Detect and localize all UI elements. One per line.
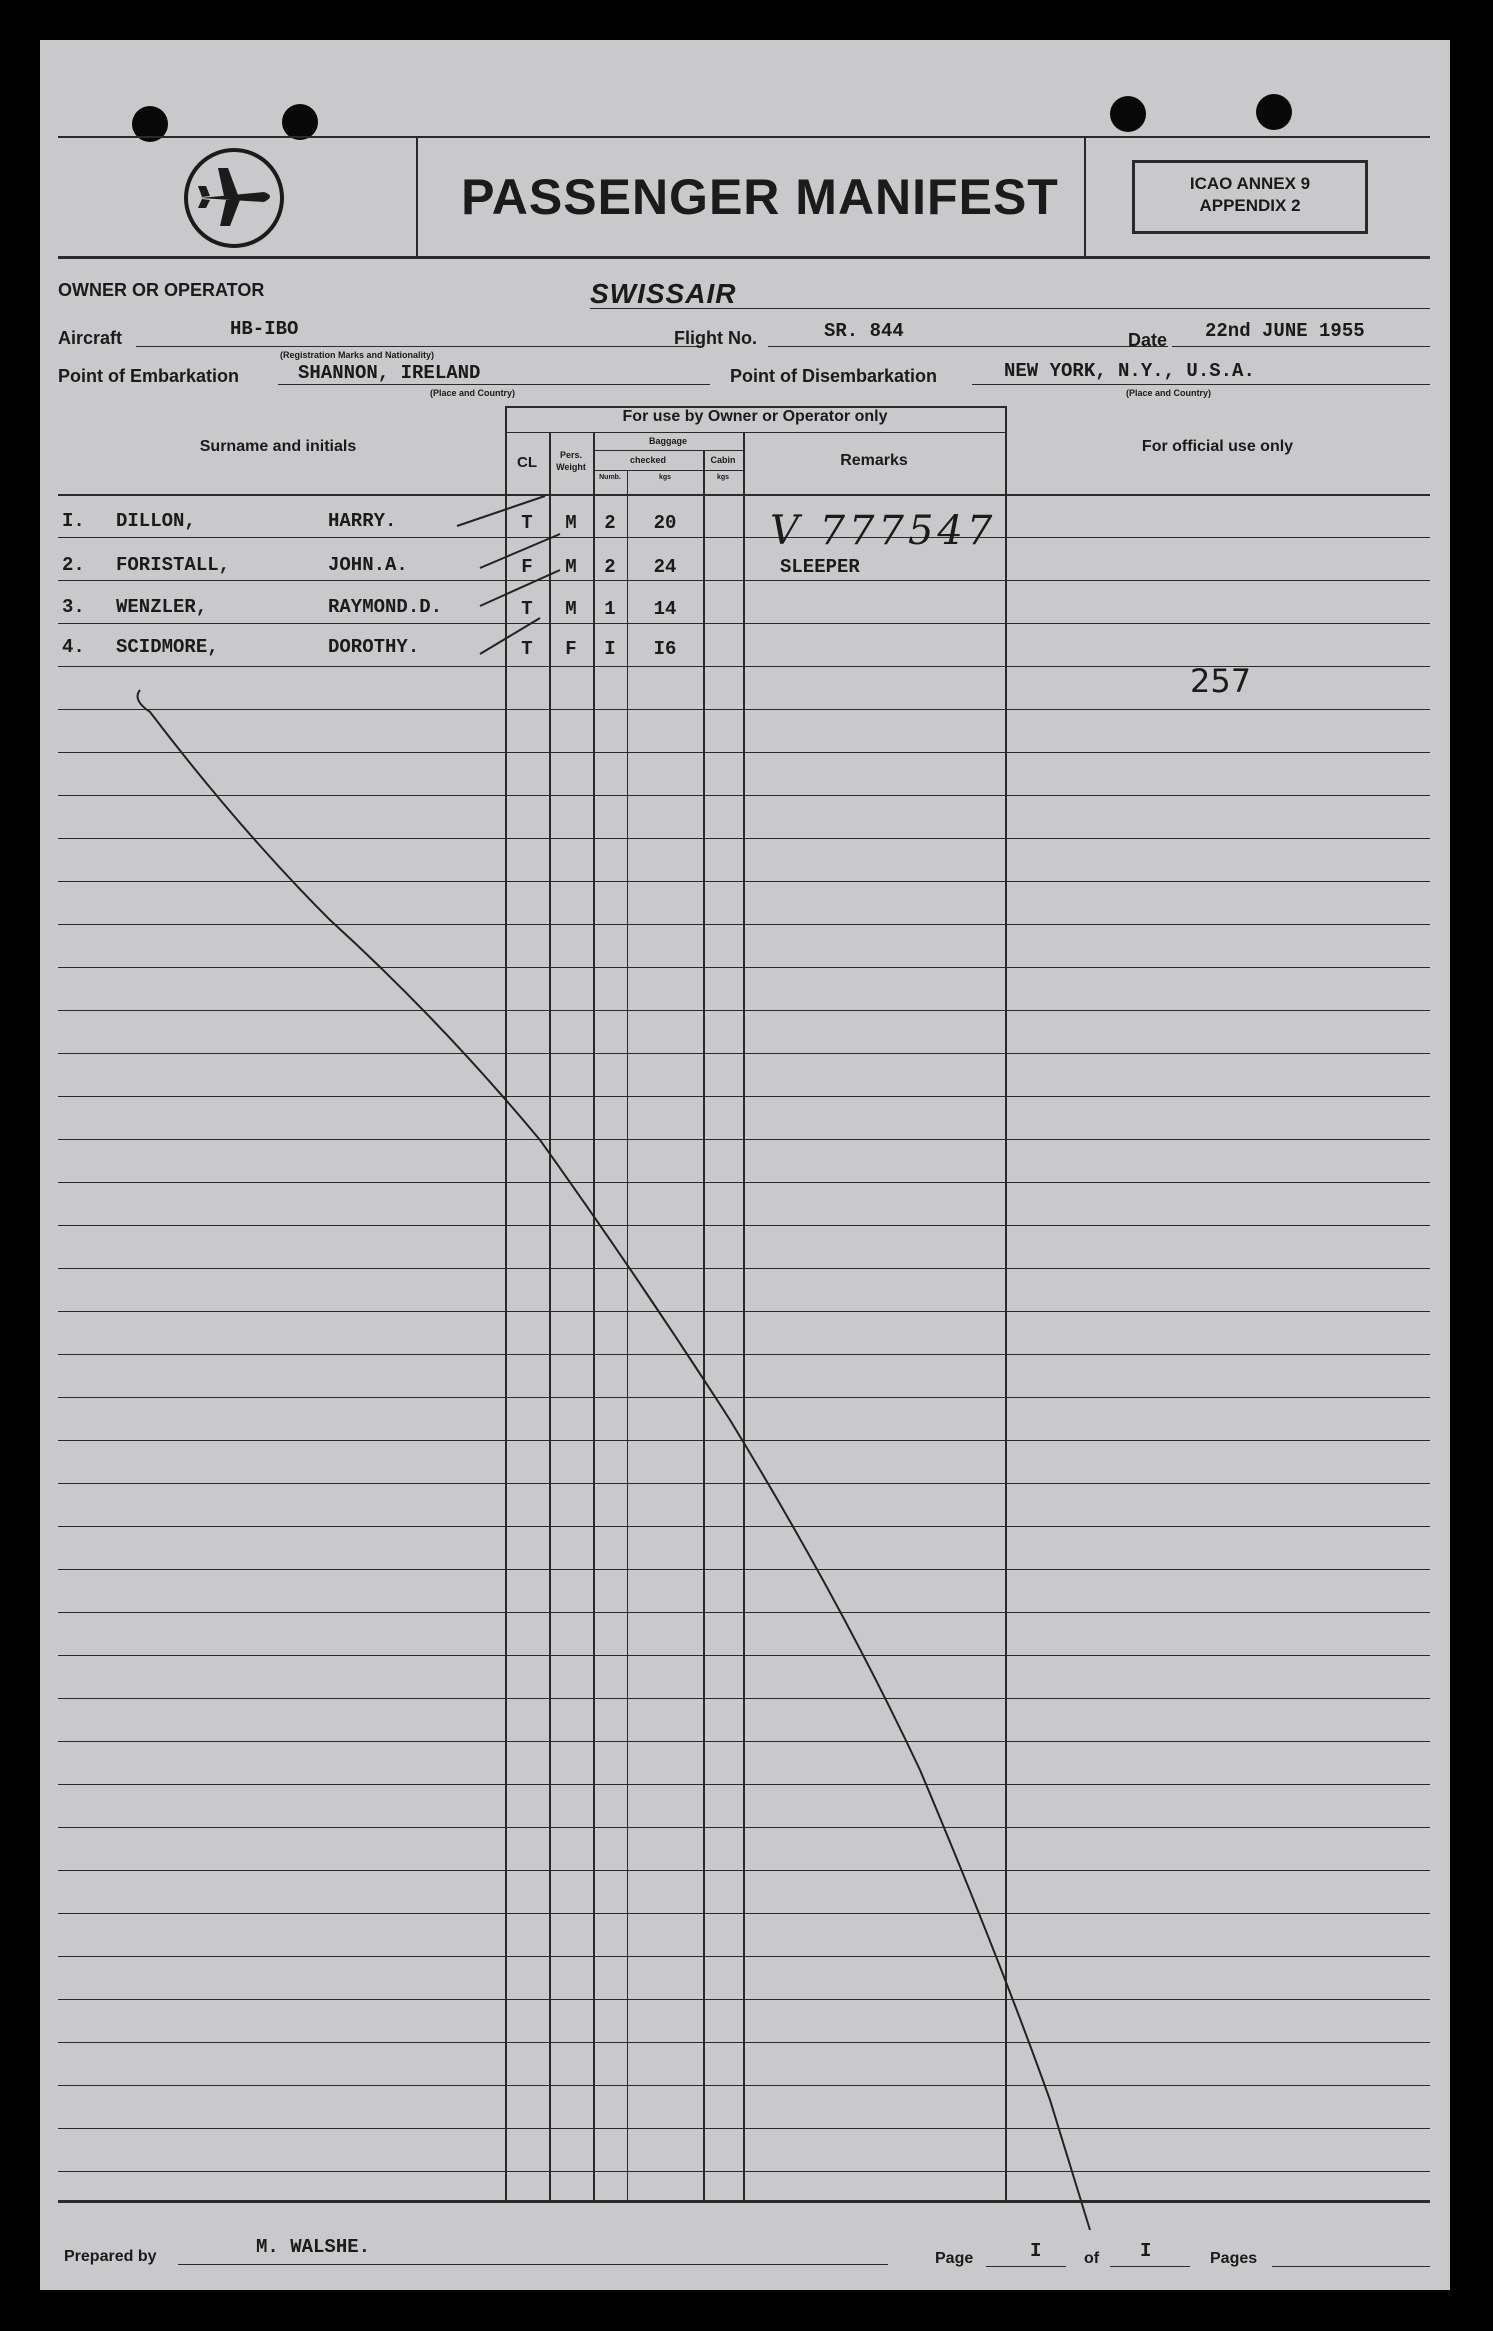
passenger-class: T: [521, 638, 533, 660]
baggage-count: 2: [604, 556, 616, 578]
void-line-stroke: [138, 690, 1090, 2230]
baggage-count: 1: [604, 598, 616, 620]
aircraft-label: Aircraft: [58, 328, 123, 348]
pers-header: Pers.: [559, 450, 583, 460]
passenger-surname: DILLON,: [116, 510, 196, 532]
passenger-number: 4.: [62, 636, 85, 658]
baggage-count: I: [604, 638, 616, 660]
embarkation-place-note: (Place and Country): [430, 388, 516, 398]
pages-label: Pages: [1210, 2250, 1258, 2267]
date-value: 22nd JUNE 1955: [1205, 320, 1365, 342]
pen-strokes: [40, 40, 1450, 2290]
manifest-page: [40, 40, 1450, 2290]
baggage-kgs: 20: [653, 512, 677, 534]
passenger-initials: JOHN.A.: [328, 554, 408, 576]
icao-annex: ICAO ANNEX 9: [1189, 174, 1311, 193]
check-stroke: [457, 496, 545, 526]
disembarkation-value: NEW YORK, N.Y., U.S.A.: [1004, 360, 1255, 382]
prepared-by-label: Prepared by: [64, 2248, 157, 2265]
baggage-kgs: I6: [653, 638, 677, 660]
pages-underline: [1272, 2266, 1430, 2267]
passenger-weight: F: [565, 638, 577, 660]
remarks-header: Remarks: [840, 452, 908, 469]
aircraft-value: HB-IBO: [230, 318, 299, 340]
passenger-class: F: [521, 556, 533, 578]
passenger-surname: SCIDMORE,: [116, 636, 219, 658]
baggage-kgs: 14: [653, 598, 677, 620]
passenger-number: I.: [62, 510, 85, 532]
surname-header: Surname and initials: [199, 438, 357, 455]
numb-header: Numb.: [599, 474, 621, 481]
passenger-remarks: SLEEPER: [780, 556, 860, 578]
page-value: I: [1030, 2240, 1042, 2262]
passenger-surname: WENZLER,: [116, 596, 208, 618]
page-title: PASSENGER MANIFEST: [461, 169, 1059, 225]
official-use-header: For official use only: [1141, 438, 1294, 455]
passenger-initials: DOROTHY.: [328, 636, 420, 658]
passenger-weight: M: [565, 512, 577, 534]
disembarkation-label: Point of Disembarkation: [730, 366, 938, 386]
handwritten-remark: V 777547: [770, 508, 997, 554]
cabin-header: Cabin: [710, 455, 736, 465]
owner-label: OWNER OR OPERATOR: [58, 280, 265, 300]
baggage-header: Baggage: [648, 436, 687, 446]
baggage-count: 2: [604, 512, 616, 534]
passenger-number: 3.: [62, 596, 85, 618]
cl-header: CL: [517, 454, 537, 471]
checked-header: checked: [629, 455, 667, 465]
operator-name: SWISSAIR: [590, 278, 737, 309]
official-use-number: 257: [1190, 662, 1252, 700]
prepared-by-underline: [178, 2264, 888, 2265]
date-label: Date: [1128, 330, 1168, 350]
passenger-number: 2.: [62, 554, 85, 576]
passenger-surname: FORISTALL,: [116, 554, 231, 576]
passenger-initials: HARRY.: [328, 510, 397, 532]
check-stroke: [480, 618, 540, 654]
passenger-weight: M: [565, 598, 577, 620]
owner-use-label: For use by Owner or Operator only: [622, 408, 888, 425]
baggage-kgs: 24: [653, 556, 677, 578]
passenger-class: T: [521, 512, 533, 534]
passenger-weight: M: [565, 556, 577, 578]
check-stroke: [480, 534, 560, 568]
passenger-class: T: [521, 598, 533, 620]
registration-note: (Registration Marks and Nationality): [280, 350, 435, 360]
page-underline: [986, 2266, 1066, 2267]
of-pages-value: I: [1140, 2240, 1152, 2262]
prepared-by-value: M. WALSHE.: [256, 2236, 371, 2258]
disembarkation-place-note: (Place and Country): [1126, 388, 1212, 398]
flight-no-label: Flight No.: [674, 328, 757, 348]
icao-appendix: APPENDIX 2: [1199, 196, 1301, 215]
of-label: of: [1084, 2250, 1100, 2267]
kgs-header: kgs: [658, 474, 672, 481]
of-underline: [1110, 2266, 1190, 2267]
page-label: Page: [935, 2250, 974, 2267]
weight-header: Weight: [556, 462, 586, 472]
embarkation-label: Point of Embarkation: [58, 366, 240, 386]
passenger-initials: RAYMOND.D.: [328, 596, 443, 618]
embarkation-value: SHANNON, IRELAND: [298, 362, 481, 384]
flight-no-value: SR. 844: [824, 320, 904, 342]
check-stroke: [480, 570, 560, 606]
cabin-kgs-header: kgs: [716, 474, 730, 481]
